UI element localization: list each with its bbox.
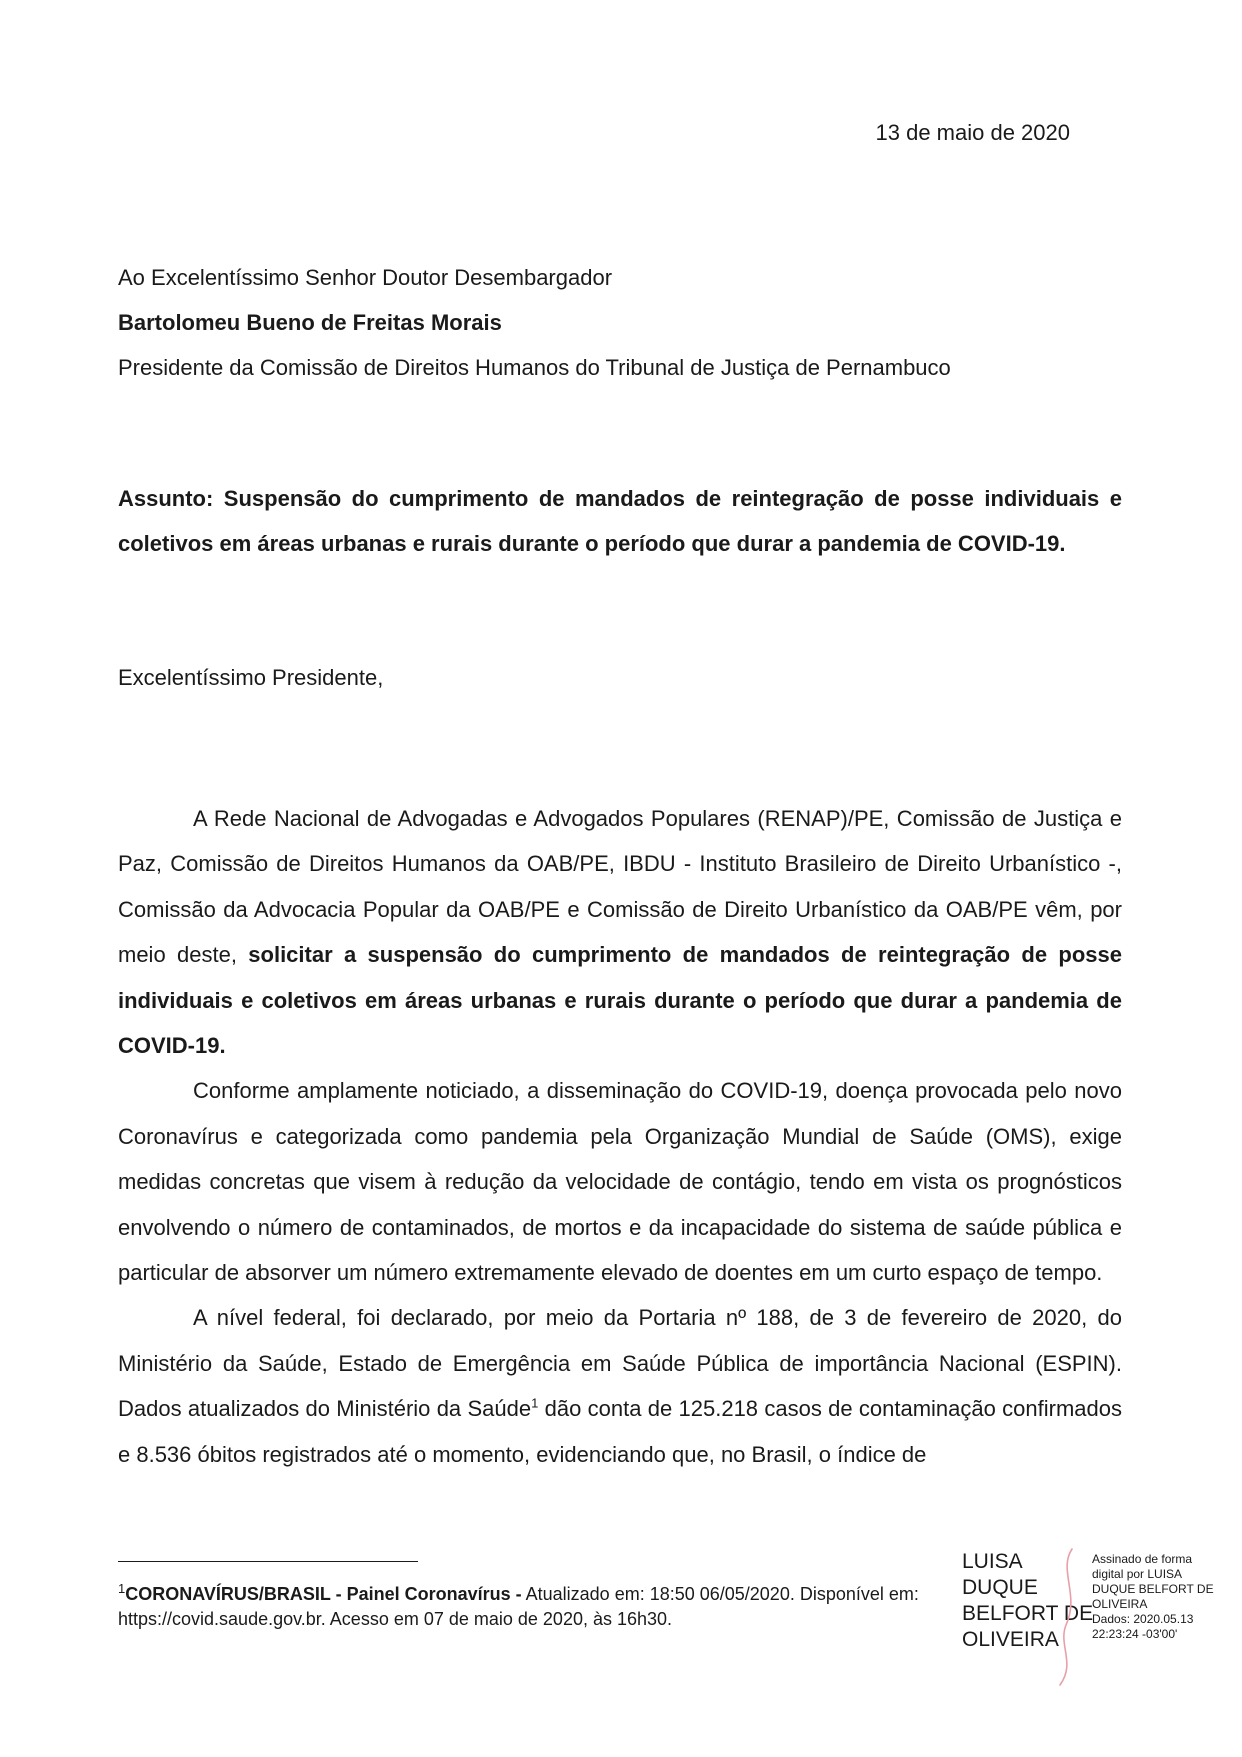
footnote-separator	[118, 1561, 418, 1562]
paragraph-1-request: solicitar a suspensão do cumprimento de mandados de reintegração de posse individuais e coletivos em áreas urbanas e rurais durante o período que durar a pandemia de COVID-19.	[118, 942, 1123, 1059]
body-paragraph-3	[118, 1295, 1122, 1477]
paragraph-3-text-start: A nível federal, foi declarado, por meio da Portaria nº 188, de 3 de fevereiro de 2020, do Ministério da Saúde, Estado de Emergência em Saúde Pública de importância Nacional (ESPIN). Dados atualizados do Ministério da Saúde	[118, 1305, 1122, 1422]
addressee-block	[118, 255, 1128, 390]
signature-stroke-icon	[1050, 1545, 1090, 1690]
signature-info-line: Dados: 2020.05.13	[1092, 1612, 1194, 1626]
signature-name-line: BELFORT DE	[962, 1602, 1094, 1625]
footnote	[118, 1582, 938, 1632]
signature-info-line: digital por LUISA	[1092, 1567, 1183, 1581]
addressee-position: Presidente da Comissão de Direitos Humanos do Tribunal de Justiça de Pernambuco	[118, 355, 951, 380]
body-paragraph-2: Conforme amplamente noticiado, a disseminação do COVID-19, doença provocada pelo novo Coronavírus e categorizada como pandemia pela Organização Mundial de Saúde (OMS), exige medidas concretas que visem à redução da velocidade de contágio, tendo em vista os prognósticos envolvendo o número de contaminados, de mortos e da incapacidade do sistema de saúde pública e particular de absorver um número extremamente elevado de doentes em um curto espaço de tempo.	[118, 1078, 1122, 1286]
signature-name-line: LUISA	[962, 1550, 1023, 1573]
signature-name-line: DUQUE	[962, 1576, 1038, 1599]
signature-name-line: OLIVEIRA	[962, 1628, 1059, 1651]
paragraph-3-text-end: dão conta de 125.218 casos de contaminação confirmados e 8.536 óbitos registrados até o momento, evidenciando que, no Brasil, o índice de	[118, 1396, 1122, 1467]
addressee-name: Bartolomeu Bueno de Freitas Morais	[118, 310, 502, 335]
signature-info-line: DUQUE BELFORT DE	[1092, 1582, 1214, 1596]
body-paragraph-1	[118, 796, 1122, 1068]
letter-body	[118, 796, 1122, 1477]
paragraph-1-text: A Rede Nacional de Advogadas e Advogados Populares (RENAP)/PE, Comissão de Justiça e Paz, Comissão de Direitos Humanos da OAB/PE, IBDU - Instituto Brasileiro de Direito Urbanístico -, Comissão da Advocacia Popular da OAB/PE e Comissão de Direito Urbanístico da OAB/PE vêm, por meio deste,	[118, 806, 1122, 968]
footnote-source: CORONAVÍRUS/BRASIL - Painel Coronavírus -	[125, 1584, 522, 1604]
footnote-text: Atualizado em: 18:50 06/05/2020. Disponível em: https://covid.saude.gov.br. Acesso em 07 de maio de 2020, às 16h30.	[118, 1584, 919, 1629]
letter-subject: Assunto: Suspensão do cumprimento de mandados de reintegração de posse individuais e coletivos em áreas urbanas e rurais durante o período que durar a pandemia de COVID-19.	[118, 486, 1122, 556]
signature-info-line: Assinado de forma	[1092, 1552, 1193, 1566]
signature-info	[1092, 1552, 1214, 1642]
signature-info-line: OLIVEIRA	[1092, 1597, 1148, 1611]
footnote-reference[interactable]: 1	[531, 1395, 539, 1411]
addressee-title: Ao Excelentíssimo Senhor Doutor Desembargador	[118, 265, 613, 290]
footnote-number: 1	[118, 1581, 126, 1596]
letter-greeting: Excelentíssimo Presidente,	[118, 665, 384, 690]
signature-info-line: 22:23:24 -03'00'	[1092, 1627, 1178, 1641]
letter-date: 13 de maio de 2020	[875, 120, 1070, 145]
